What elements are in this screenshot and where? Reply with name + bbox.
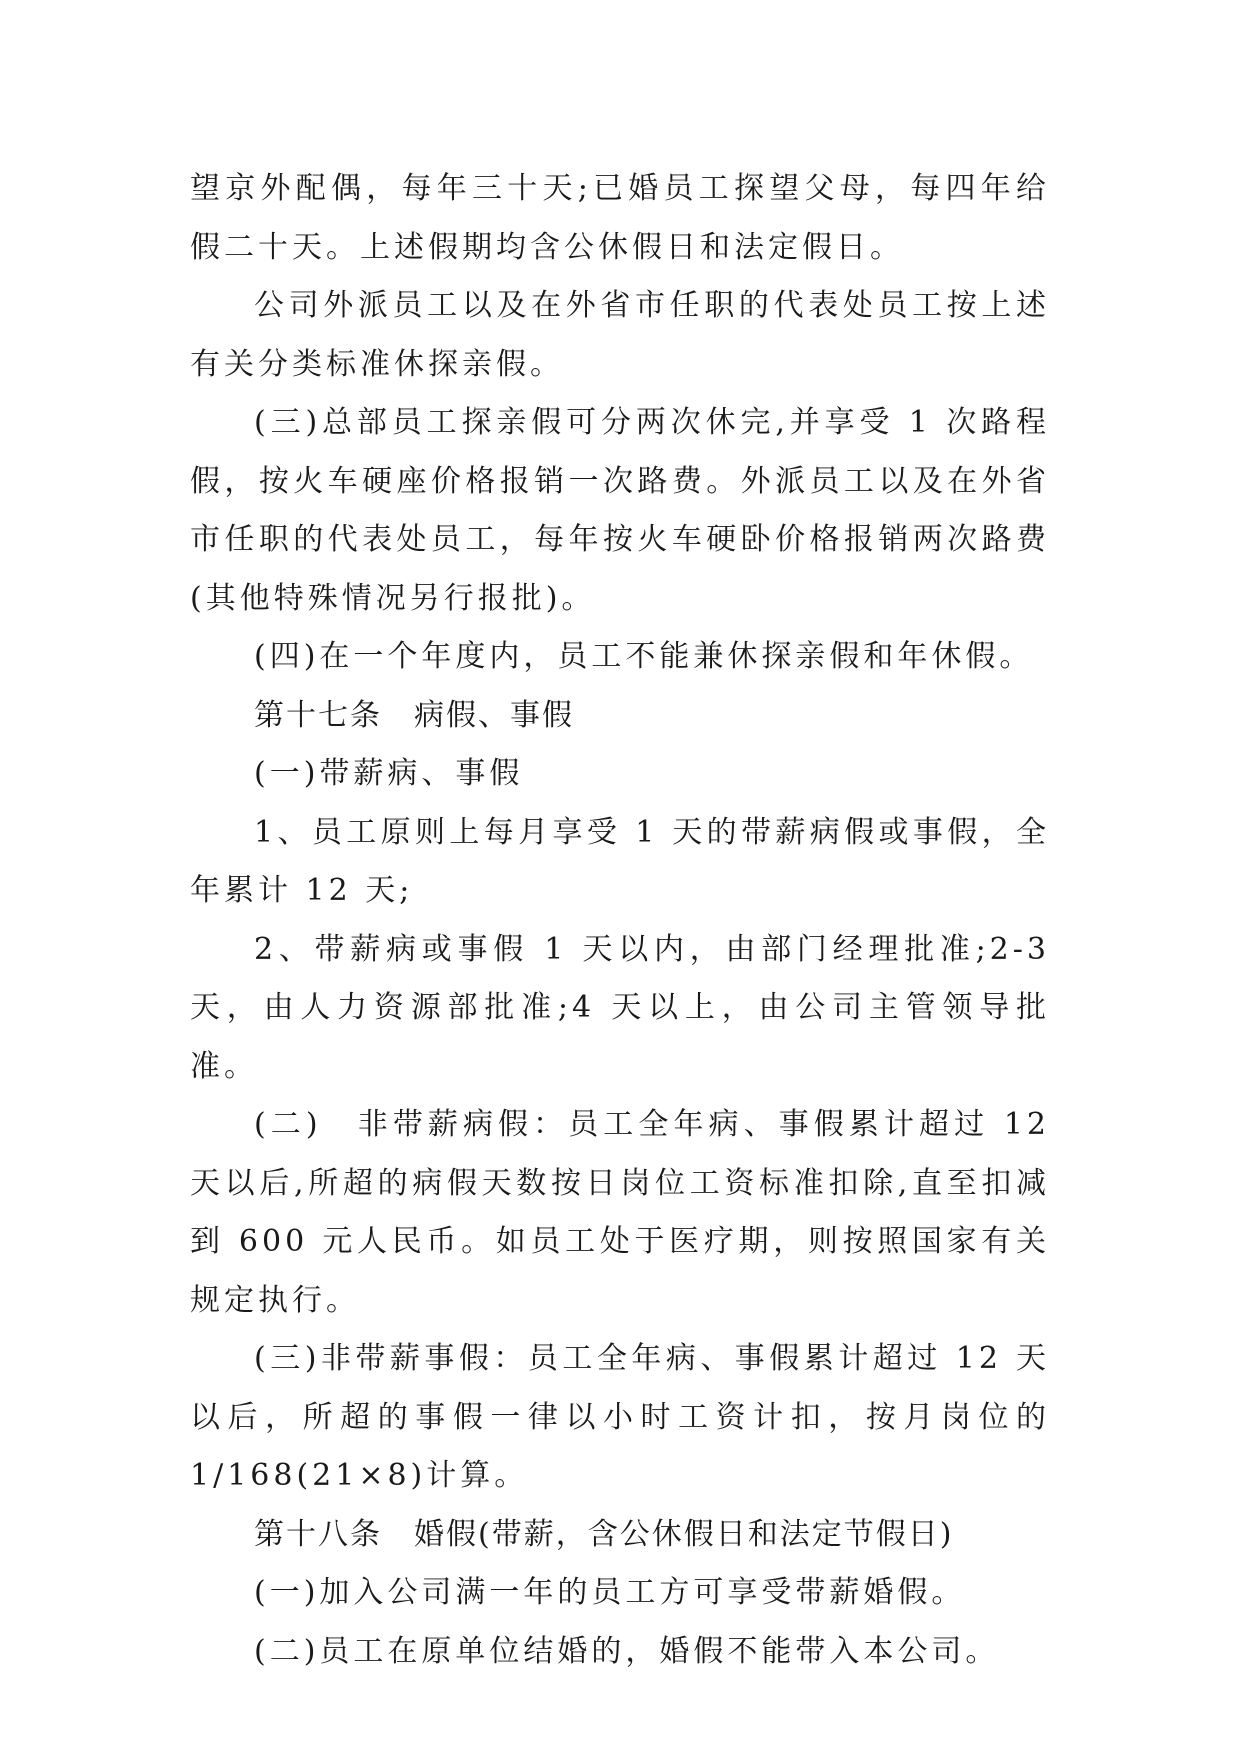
paragraph-item-3-travel: (三)总部员工探亲假可分两次休完,并享受 1 次路程假，按火车硬座价格报销一次路费。外派员工以及在外省市任职的代表处员工，每年按火车硬卧价格报销两次路费(其他特殊情况另行报批)。 <box>190 405 1050 616</box>
paragraph-spouse-visit: 望京外配偶，每年三十天;已婚员工探望父母，每四年给假二十天。上述假期均含公休假日和法定假日。 <box>190 171 1050 265</box>
paragraph-paid-leave-title: (一)带薪病、事假 <box>254 756 524 791</box>
article-17-heading: 第十七条 病假、事假 <box>254 697 574 733</box>
document-body <box>190 160 1050 1681</box>
paragraph-marriage-leave-2: (二)员工在原单位结婚的，婚假不能带入本公司。 <box>254 1633 1000 1669</box>
paragraph-item-4-annual: (四)在一个年度内，员工不能兼休探亲假和年休假。 <box>254 639 1034 674</box>
paragraph-expatriate-staff: 公司外派员工以及在外省市任职的代表处员工按上述有关分类标准休探亲假。 <box>190 288 1050 382</box>
article-18-heading: 第十八条 婚假(带薪，含公休假日和法定节假日) <box>254 1516 954 1552</box>
paragraph-paid-leave-rule-2: 2、带薪病或事假 1 天以内，由部门经理批准;2-3 天，由人力资源部批准;4 天以上，由公司主管领导批准。 <box>190 931 1050 1084</box>
paragraph-unpaid-personal-leave: (三)非带薪事假：员工全年病、事假累计超过 12 天以后，所超的事假一律以小时工资计扣，按月岗位的 1/168(21×8)计算。 <box>190 1341 1050 1493</box>
paragraph-marriage-leave-1: (一)加入公司满一年的员工方可享受带薪婚假。 <box>254 1575 966 1610</box>
paragraph-paid-leave-rule-1: 1、员工原则上每月享受 1 天的带薪病假或事假，全年累计 12 天; <box>190 814 1050 908</box>
paragraph-unpaid-sick-leave: (二) 非带薪病假：员工全年病、事假累计超过 12 天以后,所超的病假天数按日岗位工资标准扣除,直至扣减到 600 元人民币。如员工处于医疗期，则按照国家有关规定执行。 <box>190 1107 1050 1318</box>
